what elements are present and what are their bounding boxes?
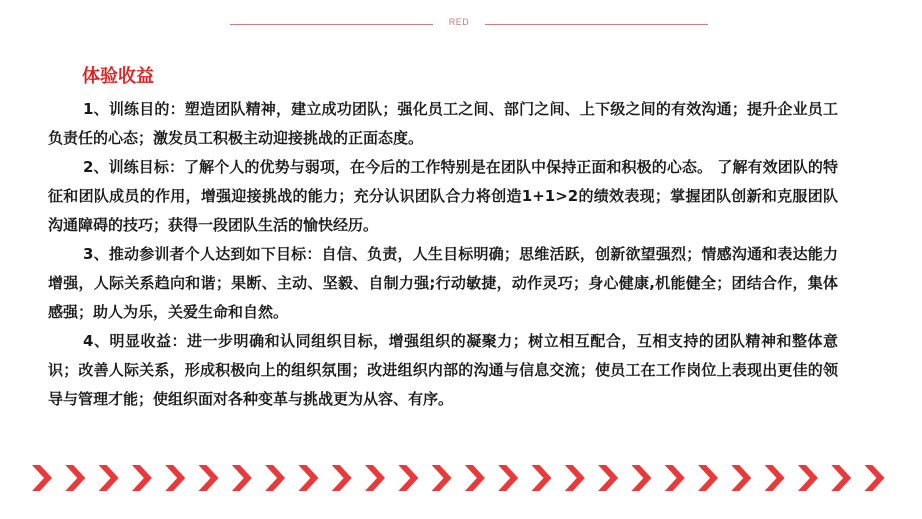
chevron-right-icon xyxy=(398,465,418,491)
header-divider-right xyxy=(485,24,708,25)
chevron-right-icon xyxy=(798,465,818,491)
benefit-item-personal-goals: 3、推动参训者个人达到如下目标：自信、负责，人生目标明确；思维活跃，创新欲望强烈；情感沟通和表达能力增强，人际关系趋向和谐；果断、主动、坚毅、自制力强;行动敏捷，动作灵巧；身心健康,机能健全；团结合作，集体感强；助人为乐，关爱生命和自然。 xyxy=(48,245,838,321)
chevron-right-icon xyxy=(365,465,385,491)
chevron-right-icon xyxy=(465,465,485,491)
chevron-right-icon xyxy=(432,465,452,491)
chevron-right-icon xyxy=(498,465,518,491)
benefit-item-training-purpose: 1、训练目的：塑造团队精神，建立成功团队；强化员工之间、部门之间、上下级之间的有效沟通；提升企业员工负责任的心态；激发员工积极主动迎接挑战的正面态度。 xyxy=(48,100,838,147)
benefit-item-obvious-benefits: 4、明显收益：进一步明确和认同组织目标，增强组织的凝聚力；树立相互配合，互相支持的团队精神和整体意识；改善人际关系，形成积极向上的组织氛围；改进组织内部的沟通与信息交流；使员工在工作岗位上表现出更佳的领导与管理才能；使组织面对各种变革与挑战更为从容、有序。 xyxy=(48,332,838,408)
chevron-right-icon xyxy=(665,465,685,491)
header-label: RED xyxy=(448,17,470,27)
chevron-right-icon xyxy=(631,465,651,491)
chevron-right-icon xyxy=(65,465,85,491)
chevron-right-icon xyxy=(265,465,285,491)
chevron-right-icon xyxy=(199,465,219,491)
chevron-right-icon xyxy=(132,465,152,491)
chevron-right-icon xyxy=(99,465,119,491)
chevron-right-icon xyxy=(765,465,785,491)
chevron-right-icon xyxy=(698,465,718,491)
chevron-right-icon xyxy=(831,465,851,491)
chevron-right-icon xyxy=(298,465,318,491)
chevron-right-icon xyxy=(865,465,885,491)
chevron-right-icon xyxy=(532,465,552,491)
chevron-right-icon xyxy=(165,465,185,491)
chevron-right-icon xyxy=(598,465,618,491)
chevron-right-icon xyxy=(565,465,585,491)
chevron-right-icon xyxy=(731,465,751,491)
section-title: 体验收益 xyxy=(82,66,154,87)
benefits-body xyxy=(48,95,838,414)
benefit-item-training-goals: 2、训练目标：了解个人的优势与弱项，在今后的工作特别是在团队中保持正面和积极的心态。 了解有效团队的特征和团队成员的作用，增强迎接挑战的能力；充分认识团队合力将创造1+1>2的绩效表现；掌握团队创新和克服团队沟通障碍的技巧；获得一段团队生活的愉快经历。 xyxy=(48,158,838,234)
chevron-right-icon xyxy=(32,465,52,491)
chevron-right-icon xyxy=(232,465,252,491)
header-divider-left xyxy=(230,24,433,25)
chevron-decoration-row xyxy=(28,463,898,493)
chevron-right-icon xyxy=(332,465,352,491)
